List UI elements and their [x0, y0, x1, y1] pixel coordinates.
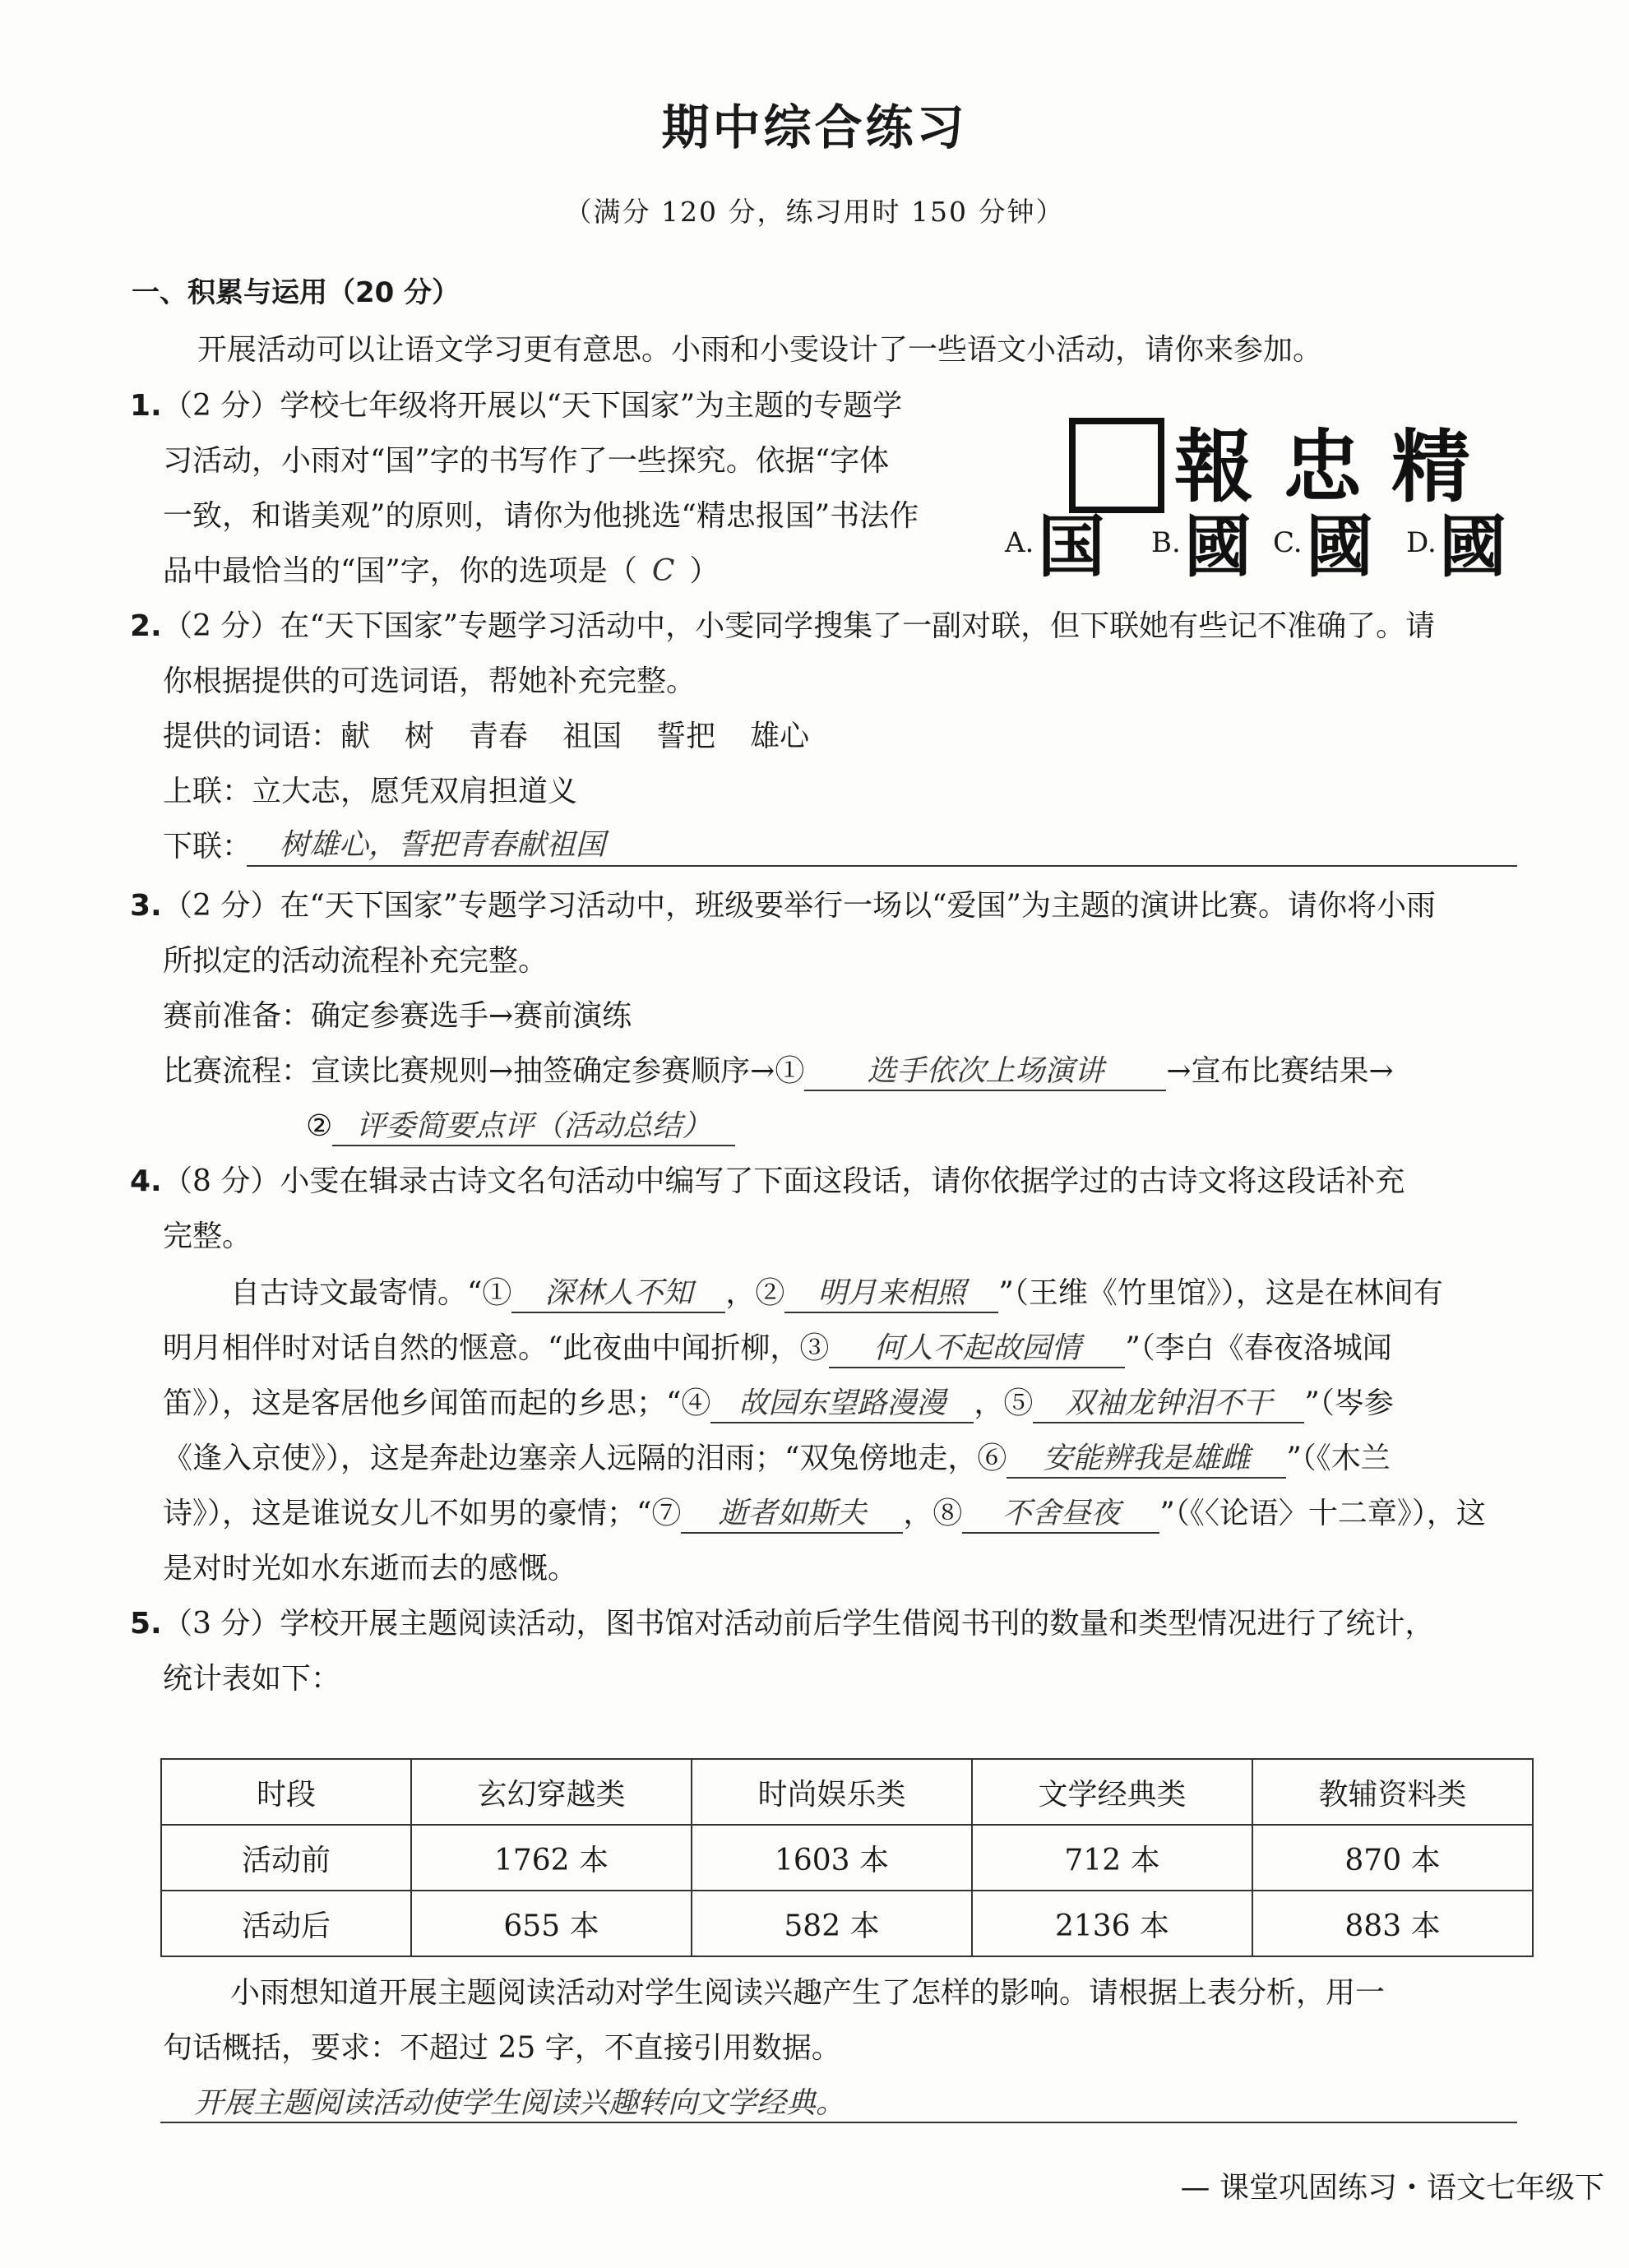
q2-word: 祖国: [562, 720, 622, 753]
q2-lower-label: 下联：: [163, 830, 252, 863]
q5-answer-rule: [160, 2122, 1517, 2123]
option-c-char: 國: [1306, 507, 1374, 586]
q4-line-2: 完整。: [163, 1220, 252, 1253]
q1-prompt: 品中最恰当的“国”字，你的选项是（: [163, 554, 637, 588]
q5-answer: 开展主题阅读活动使学生阅读兴趣转向文学经典。: [194, 2086, 846, 2120]
q3-line-2: 所拟定的活动流程补充完整。: [163, 944, 548, 978]
q2-word: 誓把: [656, 720, 716, 753]
q3-flow-line: [163, 1052, 1394, 1091]
q4-text: ，②: [725, 1276, 785, 1310]
q4-answer-5: 双袖龙钟泪不干: [1033, 1386, 1304, 1423]
q1-paren-close: ）: [689, 554, 720, 588]
q2-answer-rule: [247, 865, 1517, 867]
option-a-label: A.: [1005, 526, 1034, 559]
q3-flow-prefix: 比赛流程：宣读比赛规则→抽签确定参赛顺序→①: [163, 1054, 805, 1088]
q4-text: 明月相伴时对话自然的惬意。“此夜曲中闻折柳，③: [163, 1331, 830, 1365]
q3-line-1: （2 分）在“天下国家”专题学习活动中，班级要举行一场以“爱国”为主题的演讲比赛。请你将小雨: [163, 889, 1436, 923]
q3-answer-1: 选手依次上场演讲: [804, 1053, 1166, 1091]
q4-text: 笛》），这是客居他乡闻笛而起的乡思；“④: [163, 1386, 711, 1420]
q5-number: 5.: [130, 1607, 162, 1641]
q3-prep: 赛前准备：确定参赛选手→赛前演练: [163, 999, 632, 1033]
q4-text: ”（岑参: [1304, 1386, 1394, 1420]
table-cell: 1762 本: [411, 1825, 692, 1891]
q2-lower-answer: 树雄心，誓把青春献祖国: [280, 828, 606, 862]
q5-line-1: （3 分）学校开展主题阅读活动，图书馆对活动前后学生借阅书刊的数量和类型情况进行了统计，: [163, 1607, 1435, 1641]
q2-words-label: 提供的词语：: [163, 720, 341, 753]
q1-number: 1.: [130, 389, 162, 423]
q2-upper-couplet: 上联：立大志，愿凭双肩担道义: [163, 775, 578, 808]
page-subtitle: （满分 120 分，练习用时 150 分钟）: [564, 196, 1065, 228]
table-header-cell: 时段: [161, 1759, 411, 1825]
q1-line-4: [163, 552, 719, 591]
q4-para-line-1: [230, 1274, 1443, 1313]
calligraphy-char-zhong: 忠: [1283, 420, 1362, 513]
table-header-cell: 时尚娱乐类: [692, 1759, 972, 1825]
q4-answer-1: 深林人不知: [511, 1275, 725, 1313]
section-intro: 开展活动可以让语文学习更有意思。小雨和小雯设计了一些语文小活动，请你来参加。: [197, 333, 1323, 367]
q4-number: 4.: [130, 1164, 162, 1198]
table-row: [161, 1825, 1533, 1891]
q4-para-line-5: [163, 1494, 1486, 1534]
table-cell: 活动前: [161, 1825, 411, 1891]
q4-text: ”（《〈论语〉十二章》），这: [1159, 1497, 1486, 1530]
table-header-row: [161, 1759, 1533, 1825]
q4-para-line-3: [163, 1384, 1394, 1423]
q4-answer-7: 逝者如斯夫: [681, 1496, 903, 1534]
q3-flow-mid: →宣布比赛结果→: [1166, 1054, 1394, 1088]
q4-text: ，⑧: [903, 1497, 963, 1530]
q4-para-line-2: [163, 1329, 1392, 1368]
q5-prompt-2: 句话概括，要求：不超过 25 字，不直接引用数据。: [163, 2031, 841, 2065]
q4-answer-6: 安能辨我是雄雌: [1007, 1441, 1286, 1479]
q2-word: 树: [405, 720, 435, 753]
q4-answer-8: 不舍昼夜: [962, 1496, 1159, 1534]
q1-line-2: 习活动，小雨对“国”字的书写作了一些探究。依据“字体: [163, 444, 890, 478]
q4-para-line-6: 是对时光如水东逝而去的感慨。: [163, 1552, 578, 1585]
q2-line-2: 你根据提供的可选词语，帮她补充完整。: [163, 664, 696, 698]
page-footer: — 课堂巩固练习・语文七年级下: [1180, 2171, 1604, 2205]
q5-line-2: 统计表如下：: [163, 1662, 341, 1696]
q2-word: 雄心: [750, 720, 810, 753]
q1-line-3: 一致，和谐美观”的原则，请你为他挑选“精忠报国”书法作: [163, 499, 919, 533]
q1-answer: C: [651, 554, 675, 588]
q4-text: 诗》），这是谁说女儿不如男的豪情；“⑦: [163, 1497, 682, 1530]
q4-para-line-4: [163, 1439, 1391, 1479]
q4-text: 《逢入京使》），这是奔赴边塞亲人远隔的泪雨；“双兔傍地走，⑥: [163, 1442, 1007, 1475]
table-cell: 883 本: [1252, 1891, 1533, 1956]
q4-text: ，⑤: [974, 1386, 1034, 1420]
q2-number: 2.: [130, 609, 162, 643]
table-cell: 活动后: [161, 1891, 411, 1956]
q4-line-1: （8 分）小雯在辑录古诗文名句活动中编写了下面这段话，请你依据学过的古诗文将这段话补充: [163, 1164, 1405, 1198]
option-b-char: 國: [1184, 507, 1252, 586]
q2-word: 青春: [469, 720, 529, 753]
table-cell: 2136 本: [972, 1891, 1252, 1956]
q4-text: 自古诗文最寄情。“①: [230, 1276, 512, 1310]
table-header-cell: 教辅资料类: [1252, 1759, 1533, 1825]
page-title: 期中综合练习: [661, 100, 968, 155]
option-c-label: C.: [1273, 526, 1303, 559]
q4-answer-2: 明月来相照: [784, 1275, 998, 1313]
option-d-char: 國: [1439, 507, 1507, 586]
q4-text: ”（李白《春夜洛城闻: [1125, 1331, 1392, 1365]
table-cell: 870 本: [1252, 1825, 1533, 1891]
table-header-cell: 玄幻穿越类: [411, 1759, 692, 1825]
table-header-cell: 文学经典类: [972, 1759, 1252, 1825]
table-cell: 1603 本: [692, 1825, 972, 1891]
q4-text: ”（《木兰: [1286, 1442, 1391, 1475]
option-b-label: B.: [1151, 526, 1181, 559]
q3-marker-2: ②: [306, 1109, 333, 1143]
table-cell: 582 本: [692, 1891, 972, 1956]
q4-answer-4: 故园东望路漫漫: [710, 1386, 974, 1423]
q3-line-answer-2: [306, 1107, 735, 1146]
q3-number: 3.: [130, 889, 162, 923]
calligraphy-char-bao: 報: [1174, 420, 1253, 513]
q2-word: 献: [340, 720, 371, 753]
q2-words-line: [163, 717, 809, 757]
table-cell: 655 本: [411, 1891, 692, 1956]
option-a-char: 国: [1038, 507, 1106, 586]
table-cell: 712 本: [972, 1825, 1252, 1891]
calligraphy-char-jing: 精: [1391, 420, 1470, 513]
option-d-label: D.: [1406, 526, 1437, 559]
section-heading: 一、积累与运用（20 分）: [132, 276, 460, 309]
statistics-table: [160, 1758, 1534, 1957]
q3-answer-2: 评委简要点评（活动总结）: [332, 1109, 735, 1146]
q1-line-1: （2 分）学校七年级将开展以“天下国家”为主题的专题学: [163, 389, 903, 423]
table-row: [161, 1891, 1533, 1956]
q4-answer-3: 何人不起故园情: [829, 1331, 1125, 1368]
q5-prompt-1: 小雨想知道开展主题阅读活动对学生阅读兴趣产生了怎样的影响。请根据上表分析，用一: [230, 1976, 1386, 2010]
q4-text: ”（王维《竹里馆》），这是在林间有: [998, 1276, 1443, 1310]
q2-line-1: （2 分）在“天下国家”专题学习活动中，小雯同学搜集了一副对联，但下联她有些记不准确了。请: [163, 609, 1436, 643]
